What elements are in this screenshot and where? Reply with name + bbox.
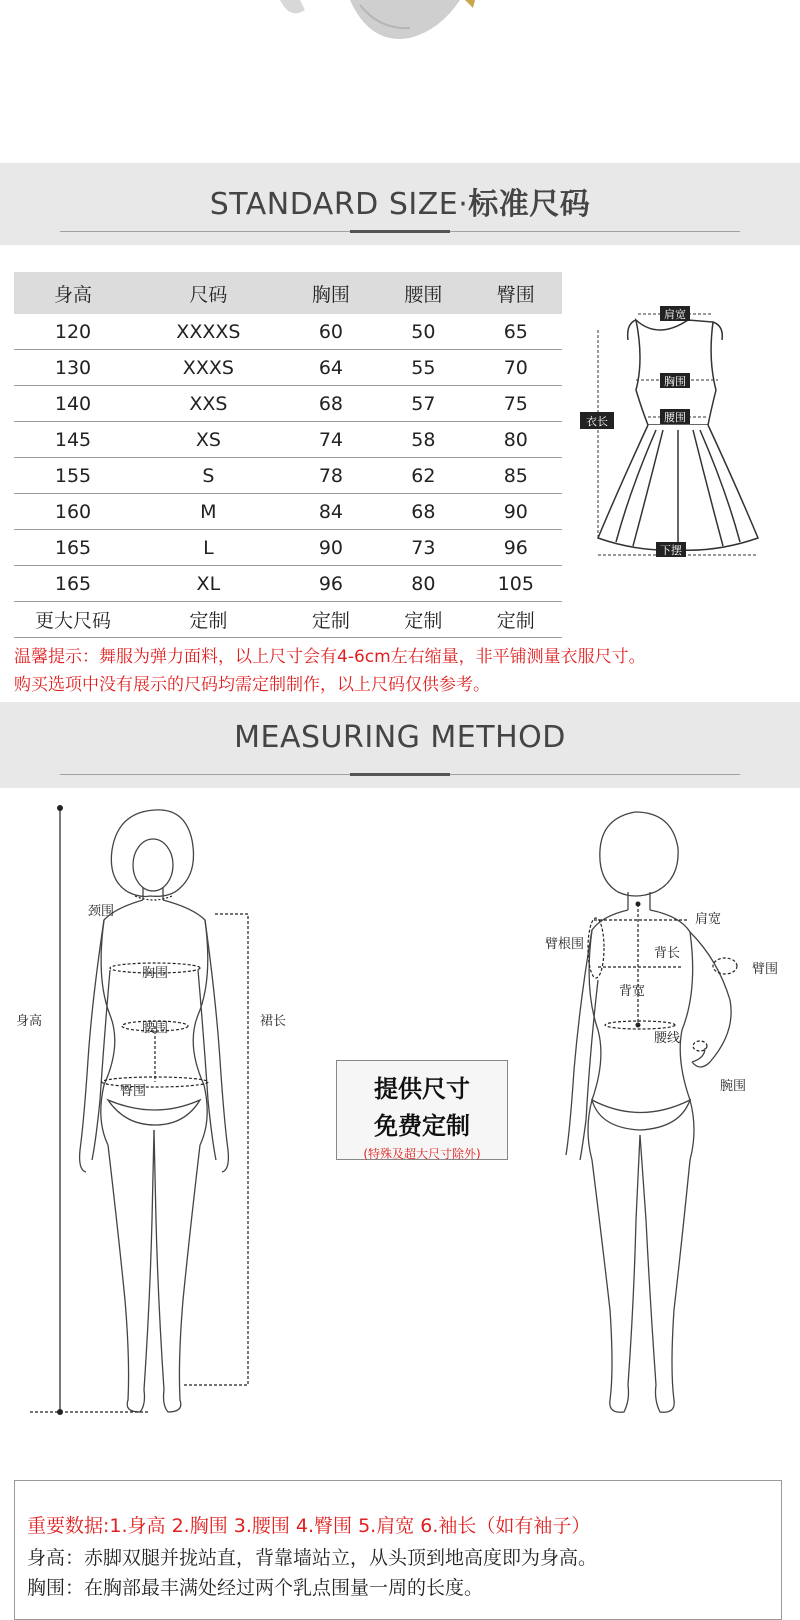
size-table-header [14, 272, 562, 314]
back-label-wrist: 腕围 [720, 1079, 747, 1094]
table-cell: 130 [14, 350, 132, 386]
dress-label-chest: 胸围 [664, 375, 686, 388]
table-row [14, 350, 562, 386]
table-cell: XXXS [132, 350, 285, 386]
front-label-height: 身高 [16, 1014, 43, 1029]
back-body-figure [540, 800, 800, 1440]
table-row [14, 314, 562, 350]
custom-box-note: (特殊及超大尺寸除外) [363, 1147, 481, 1161]
table-cell: 120 [14, 314, 132, 350]
table-cell: 62 [377, 458, 469, 494]
table-cell: 85 [470, 458, 562, 494]
measuring-method-banner [0, 702, 800, 788]
front-body-figure [0, 800, 300, 1440]
custom-size-box [336, 1060, 508, 1160]
dress-label-shoulder: 肩宽 [664, 308, 686, 321]
notes-chest: 胸围：在胸部最丰满处经过两个乳点围量一周的长度。 [27, 1577, 484, 1599]
measuring-method-title: MEASURING METHOD [234, 720, 566, 755]
title-chinese: 标准尺码 [468, 187, 591, 222]
table-cell: 75 [470, 386, 562, 422]
table-row [14, 530, 562, 566]
title-separator: · [458, 187, 469, 222]
table-cell: 165 [14, 530, 132, 566]
dress-label-length: 衣长 [586, 415, 608, 428]
back-label-waistline: 腰线 [654, 1031, 681, 1046]
back-label-back-length: 背长 [654, 946, 681, 961]
notes-height: 身高：赤脚双腿并拢站直，背靠墙站立，从头顶到地高度即为身高。 [27, 1547, 598, 1569]
table-cell: 140 [14, 386, 132, 422]
banner-accent [350, 230, 450, 233]
table-cell: 74 [285, 422, 377, 458]
dress-label-waist: 腰围 [664, 411, 686, 424]
back-label-back-width: 背宽 [619, 984, 646, 999]
product-photo-fragment [260, 0, 500, 60]
table-cell: 165 [14, 566, 132, 602]
custom-box-line-1: 提供尺寸 [374, 1075, 470, 1103]
standard-size-title [0, 179, 800, 223]
table-row [14, 386, 562, 422]
measurement-notes [14, 1480, 782, 1620]
front-label-skirt-length: 裙长 [260, 1014, 287, 1029]
table-cell: XXS [132, 386, 285, 422]
table-cell: 73 [377, 530, 469, 566]
table-cell: 84 [285, 494, 377, 530]
table-cell: 78 [285, 458, 377, 494]
back-label-armhole: 臂根围 [545, 937, 585, 952]
front-label-waist: 腰围 [142, 1021, 169, 1036]
table-cell: XL [132, 566, 285, 602]
table-row [14, 458, 562, 494]
table-cell: 64 [285, 350, 377, 386]
front-label-neck: 颈围 [88, 904, 115, 919]
table-cell: 定制 [470, 602, 562, 638]
table-cell: 57 [377, 386, 469, 422]
table-row [14, 566, 562, 602]
table-cell: 90 [470, 494, 562, 530]
table-cell: 70 [470, 350, 562, 386]
header-waist: 腰围 [377, 272, 469, 314]
table-cell: XXXXS [132, 314, 285, 350]
table-row [14, 422, 562, 458]
table-cell: L [132, 530, 285, 566]
header-size: 尺码 [132, 272, 285, 314]
table-row [14, 494, 562, 530]
table-cell: 160 [14, 494, 132, 530]
standard-size-banner [0, 163, 800, 245]
title-english: STANDARD SIZE [209, 187, 459, 222]
table-row [14, 602, 562, 638]
table-cell: XS [132, 422, 285, 458]
dress-diagram [578, 300, 778, 580]
table-cell: 定制 [132, 602, 285, 638]
warning-line-2: 购买选项中没有展示的尺码均需定制制作，以上尺码仅供参考。 [14, 675, 490, 695]
notes-important: 重要数据:1.身高 2.胸围 3.腰围 4.臀围 5.肩宽 6.袖长（如有袖子） [27, 1515, 591, 1537]
table-cell: 55 [377, 350, 469, 386]
back-label-shoulder: 肩宽 [695, 912, 722, 927]
table-cell: 定制 [377, 602, 469, 638]
table-cell: 155 [14, 458, 132, 494]
header-height: 身高 [14, 272, 132, 314]
banner-accent [350, 773, 450, 776]
table-cell: 90 [285, 530, 377, 566]
table-cell: 更大尺码 [14, 602, 132, 638]
table-cell: 58 [377, 422, 469, 458]
table-cell: 145 [14, 422, 132, 458]
size-table [14, 272, 562, 638]
table-cell: 68 [285, 386, 377, 422]
table-cell: 80 [470, 422, 562, 458]
front-label-hip: 臀围 [120, 1084, 147, 1099]
table-cell: 96 [285, 566, 377, 602]
table-cell: S [132, 458, 285, 494]
table-cell: 105 [470, 566, 562, 602]
header-chest: 胸围 [285, 272, 377, 314]
table-cell: 80 [377, 566, 469, 602]
table-cell: M [132, 494, 285, 530]
table-cell: 50 [377, 314, 469, 350]
table-cell: 65 [470, 314, 562, 350]
header-hip: 臀围 [470, 272, 562, 314]
table-cell: 68 [377, 494, 469, 530]
front-label-chest: 胸围 [142, 966, 169, 981]
back-label-arm: 臂围 [752, 962, 779, 977]
dress-label-hem: 下摆 [660, 544, 682, 557]
table-cell: 96 [470, 530, 562, 566]
warning-line-1: 温馨提示：舞服为弹力面料，以上尺寸会有4-6cm左右缩量，非平铺测量衣服尺寸。 [14, 647, 646, 667]
table-cell: 定制 [285, 602, 377, 638]
table-cell: 60 [285, 314, 377, 350]
custom-box-line-2: 免费定制 [374, 1112, 470, 1140]
